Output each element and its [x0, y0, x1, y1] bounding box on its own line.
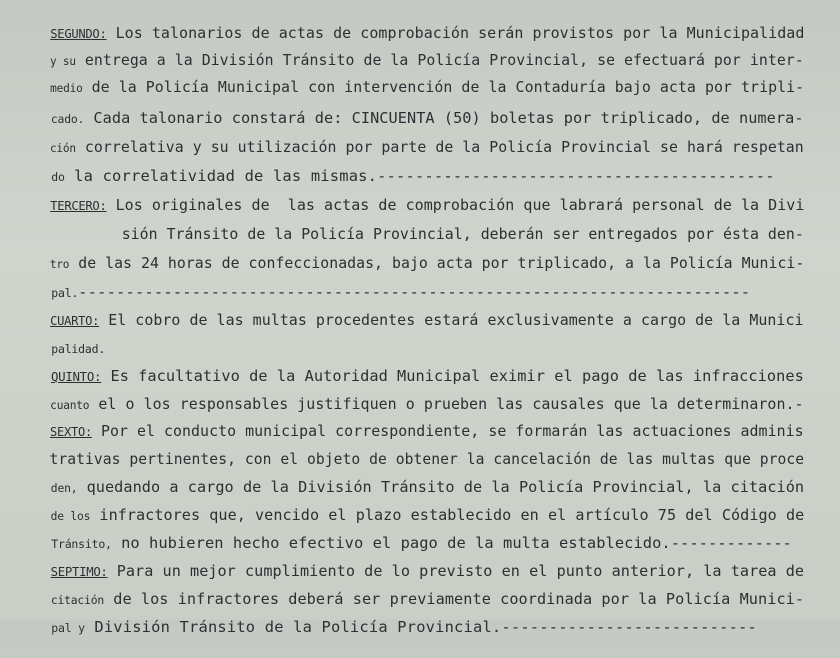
line-text: la correlatividad de las mismas.------------------------------------------ [64, 167, 775, 185]
line-text: no hubieren hecho efectivo el pago de la multa establecido.------------- [111, 534, 792, 552]
article-label: QUINTO: [50, 369, 102, 384]
line-text: correlativa y su utilización por parte de la Policía Provincial se hará respetan [75, 138, 804, 156]
line-text: entrega a la División Tránsito de la Policía Provincial, se efectuará por inter- [75, 51, 804, 69]
line-text: El cobro de las multas procedentes estará exclusivamente a cargo de la Munici [99, 311, 804, 329]
line-text: de la Policía Municipal con intervención de la Contaduría bajo acta por tripli- [82, 78, 805, 96]
margin-text: Tránsito, [51, 537, 112, 551]
margin-text: pal. [51, 286, 79, 300]
margin-text: tro [49, 257, 70, 271]
line-text: trativas pertinentes, con el objeto de obtener la cancelación de las multas que proce [49, 450, 805, 468]
margin-text: de los [50, 509, 91, 523]
margin-text: citación [50, 593, 105, 607]
margin-text: ción [49, 141, 76, 155]
line-text: ----------------------------------------------------------------------- [78, 283, 751, 301]
article-label: TERCERO: [50, 198, 107, 213]
line-text: Para un mejor cumplimiento de lo previsto en el punto anterior, la tarea de [107, 562, 805, 580]
margin-text: palidad. [51, 342, 106, 356]
margin-text: medio [50, 81, 83, 95]
margin-text: cuanto [50, 398, 90, 412]
line-text: Es facultativo de la Autoridad Municipal eximir el pago de las infracciones [101, 367, 804, 385]
line-text: División Tránsito de la Policía Provincial.--------------------------- [84, 618, 757, 636]
line-text: quedando a cargo de la División Tránsito de la Policía Provincial, la citación [77, 478, 805, 496]
line-text: Los talonarios de actas de comprobación serán provistos por la Municipalidad [106, 24, 805, 42]
line-text: de las 24 horas de confeccionadas, bajo acta por triplicado, a la Policía Munici- [69, 254, 805, 272]
line-text: sión Tránsito de la Policía Provincial, deberán ser entregados por ésta den- [49, 225, 804, 243]
margin-text: den, [50, 481, 78, 495]
article-label: SEXTO: [50, 424, 92, 439]
margin-text: pal y [51, 621, 85, 635]
margin-text: y su [49, 54, 76, 68]
margin-text: do [51, 170, 65, 184]
article-label: SEPTIMO: [50, 564, 108, 579]
line-text: el o los responsables justifiquen o prueben las causales que la determinaron.- [89, 395, 804, 413]
line-text: Los originales de las actas de comprobación que labrará personal de la Divi [106, 196, 805, 214]
article-label: SEGUNDO: [50, 26, 107, 41]
line-text: infractores que, vencido el plazo establecido en el artículo 75 del Código de [90, 506, 805, 524]
line-text: Cada talonario constará de: CINCUENTA (50) boletas por triplicado, de numera- [84, 109, 804, 127]
line-text: de los infractores deberá ser previamente coordinada por la Policía Munici- [104, 590, 805, 608]
text-line [14, 597, 804, 658]
line-text: Por el conducto municipal correspondiente, se formarán las actuaciones adminis [91, 422, 804, 440]
article-label: CUARTO: [50, 313, 100, 328]
margin-text: cado. [50, 112, 85, 126]
